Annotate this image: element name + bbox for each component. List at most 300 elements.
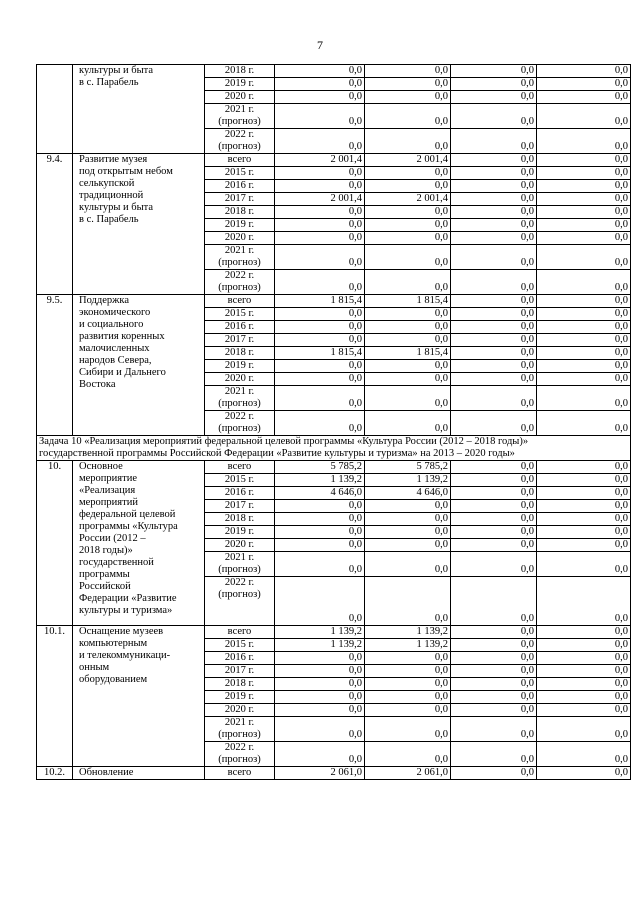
item-name-line: программы (79, 569, 130, 580)
item-number: 10.1. (37, 626, 73, 767)
period-line: 2019 г. (224, 360, 255, 371)
value-cell: 0,0 (275, 742, 365, 767)
value-cell: 0,0 (451, 626, 537, 639)
period-line: 2015 г. (224, 167, 255, 178)
period-cell (205, 65, 275, 78)
value-cell: 0,0 (365, 665, 451, 678)
period-cell (205, 500, 275, 513)
value-cell: 0,0 (537, 373, 631, 386)
period-spacer (207, 601, 272, 613)
value-cell: 0,0 (365, 360, 451, 373)
value-cell: 0,0 (451, 206, 537, 219)
item-number: 9.4. (37, 154, 73, 295)
item-name-line: Обновление (79, 767, 134, 778)
period-line: (прогноз) (218, 589, 261, 600)
period-line: (прогноз) (218, 282, 261, 293)
period-cell (205, 373, 275, 386)
period-cell (205, 461, 275, 474)
table-row (37, 154, 631, 167)
item-number (37, 65, 73, 154)
period-cell (205, 386, 275, 411)
item-name-line: государственной (79, 557, 154, 568)
value-cell: 0,0 (537, 652, 631, 665)
item-name-line: Сибири и Дальнего (79, 367, 166, 378)
item-name-line: под открытым небом (79, 166, 173, 177)
value-cell: 0,0 (537, 334, 631, 347)
value-cell: 0,0 (451, 552, 537, 577)
value-cell: 0,0 (365, 104, 451, 129)
budget-table (36, 64, 631, 780)
period-line: 2016 г. (224, 487, 255, 498)
value-cell: 0,0 (365, 180, 451, 193)
value-cell: 2 001,4 (365, 193, 451, 206)
value-cell: 5 785,2 (365, 461, 451, 474)
value-cell: 0,0 (537, 691, 631, 704)
value-cell: 0,0 (537, 704, 631, 717)
item-name-line: 2018 годы)» (79, 545, 133, 556)
item-name-line: Востока (79, 379, 116, 390)
item-name-line: федеральной целевой (79, 509, 176, 520)
value-cell: 0,0 (275, 232, 365, 245)
period-line: 2021 г. (224, 552, 255, 563)
item-name-line: Федерации «Развитие (79, 593, 177, 604)
period-line: 2020 г. (224, 539, 255, 550)
period-line: 2022 г. (224, 577, 255, 588)
item-name-line: в с. Парабель (79, 214, 139, 225)
period-cell (205, 193, 275, 206)
item-name-line: мероприятий (79, 497, 138, 508)
value-cell: 0,0 (275, 665, 365, 678)
value-cell: 0,0 (275, 270, 365, 295)
value-cell: 0,0 (451, 360, 537, 373)
value-cell: 0,0 (537, 411, 631, 436)
item-name-line: компьютерным (79, 638, 148, 649)
item-name (73, 154, 205, 295)
value-cell: 0,0 (537, 626, 631, 639)
value-cell: 0,0 (537, 552, 631, 577)
item-name-line: селькупской (79, 178, 135, 189)
period-line: 2022 г. (224, 270, 255, 281)
value-cell: 1 815,4 (275, 295, 365, 308)
table-row (37, 65, 631, 78)
period-line: 2015 г. (224, 308, 255, 319)
value-cell: 0,0 (451, 321, 537, 334)
value-cell: 1 139,2 (365, 626, 451, 639)
value-cell: 0,0 (365, 65, 451, 78)
value-cell: 0,0 (275, 500, 365, 513)
table-row (37, 461, 631, 474)
value-cell: 0,0 (365, 704, 451, 717)
value-cell: 0,0 (537, 386, 631, 411)
value-cell: 0,0 (275, 373, 365, 386)
value-cell: 0,0 (451, 91, 537, 104)
value-cell: 0,0 (451, 539, 537, 552)
task-row (37, 436, 631, 461)
period-line: 2016 г. (224, 180, 255, 191)
value-cell: 0,0 (451, 232, 537, 245)
value-cell: 0,0 (275, 245, 365, 270)
item-name-line: народов Севера, (79, 355, 152, 366)
value-cell: 0,0 (537, 167, 631, 180)
period-line: 2021 г. (224, 386, 255, 397)
period-cell (205, 154, 275, 167)
value-cell: 0,0 (451, 704, 537, 717)
period-cell (205, 742, 275, 767)
value-cell: 1 815,4 (365, 347, 451, 360)
item-name-line: экономического (79, 307, 151, 318)
value-cell: 0,0 (451, 347, 537, 360)
value-cell: 0,0 (365, 373, 451, 386)
value-cell: 0,0 (537, 308, 631, 321)
period-line: всего (227, 154, 252, 165)
period-cell (205, 577, 275, 626)
item-name-line: традиционной (79, 190, 144, 201)
period-cell (205, 639, 275, 652)
value-cell: 0,0 (275, 334, 365, 347)
value-cell: 0,0 (451, 334, 537, 347)
value-cell: 0,0 (537, 321, 631, 334)
value-cell: 0,0 (451, 104, 537, 129)
value-cell: 2 061,0 (275, 767, 365, 780)
value-cell: 0,0 (537, 474, 631, 487)
value-cell: 0,0 (275, 308, 365, 321)
table-row (37, 626, 631, 639)
value-cell: 0,0 (275, 78, 365, 91)
period-line: (прогноз) (218, 141, 261, 152)
value-cell: 0,0 (451, 487, 537, 500)
table-row (37, 295, 631, 308)
value-cell: 0,0 (365, 321, 451, 334)
item-name-line: программы «Культура (79, 521, 178, 532)
period-line: 2020 г. (224, 232, 255, 243)
value-cell: 0,0 (451, 461, 537, 474)
item-number: 9.5. (37, 295, 73, 436)
item-name-line: культуры и туризма» (79, 605, 173, 616)
value-cell: 0,0 (451, 308, 537, 321)
item-name (73, 65, 205, 154)
item-name-line: Оснащение музеев (79, 626, 164, 637)
period-cell (205, 360, 275, 373)
item-name-line: Основное (79, 461, 123, 472)
period-line: 2022 г. (224, 742, 255, 753)
value-cell: 0,0 (275, 691, 365, 704)
value-cell: 0,0 (451, 295, 537, 308)
item-name-line: и телекоммуникаци- (79, 650, 171, 661)
value-cell: 0,0 (451, 717, 537, 742)
value-cell: 0,0 (451, 386, 537, 411)
value-cell: 0,0 (537, 270, 631, 295)
value-cell: 0,0 (537, 91, 631, 104)
value-cell: 0,0 (451, 526, 537, 539)
period-line: 2017 г. (224, 500, 255, 511)
value-cell: 0,0 (275, 219, 365, 232)
value-cell: 0,0 (451, 373, 537, 386)
value-cell: 0,0 (365, 678, 451, 691)
period-line: всего (227, 295, 252, 306)
value-cell: 1 139,2 (275, 474, 365, 487)
value-cell: 0,0 (365, 742, 451, 767)
table-row (37, 767, 631, 780)
value-cell: 2 001,4 (275, 154, 365, 167)
value-cell: 2 061,0 (365, 767, 451, 780)
value-cell: 0,0 (451, 65, 537, 78)
period-line: 2019 г. (224, 526, 255, 537)
period-cell (205, 180, 275, 193)
value-cell: 0,0 (537, 180, 631, 193)
period-line: 2015 г. (224, 474, 255, 485)
value-cell: 0,0 (537, 360, 631, 373)
value-cell: 0,0 (537, 219, 631, 232)
value-cell: 0,0 (365, 691, 451, 704)
value-cell: 0,0 (451, 500, 537, 513)
period-cell (205, 129, 275, 154)
value-cell: 0,0 (537, 742, 631, 767)
value-cell: 0,0 (275, 411, 365, 436)
period-line: 2018 г. (224, 65, 255, 76)
value-cell: 0,0 (451, 652, 537, 665)
value-cell: 0,0 (275, 678, 365, 691)
value-cell: 0,0 (275, 104, 365, 129)
value-cell: 0,0 (537, 639, 631, 652)
period-line: 2022 г. (224, 411, 255, 422)
item-name (73, 461, 205, 626)
value-cell: 0,0 (537, 577, 631, 626)
period-cell (205, 626, 275, 639)
period-line: 2020 г. (224, 91, 255, 102)
period-line: 2019 г. (224, 78, 255, 89)
value-cell: 0,0 (451, 270, 537, 295)
period-line: 2019 г. (224, 691, 255, 702)
value-cell: 0,0 (365, 577, 451, 626)
value-cell: 0,0 (537, 513, 631, 526)
value-cell: 0,0 (451, 678, 537, 691)
value-cell: 0,0 (365, 78, 451, 91)
value-cell: 0,0 (451, 129, 537, 154)
value-cell: 0,0 (451, 767, 537, 780)
value-cell: 0,0 (275, 129, 365, 154)
value-cell: 0,0 (275, 552, 365, 577)
value-cell: 0,0 (451, 639, 537, 652)
task-title (37, 436, 631, 461)
value-cell: 0,0 (275, 206, 365, 219)
value-cell: 0,0 (275, 167, 365, 180)
value-cell: 0,0 (537, 104, 631, 129)
period-line: 2017 г. (224, 334, 255, 345)
item-name-line: России (2012 – (79, 533, 146, 544)
period-line: 2017 г. (224, 665, 255, 676)
item-name-line: оборудованием (79, 674, 148, 685)
value-cell: 0,0 (537, 767, 631, 780)
value-cell: 0,0 (365, 91, 451, 104)
item-name-line: Развитие музея (79, 154, 148, 165)
value-cell: 0,0 (275, 577, 365, 626)
value-cell: 0,0 (537, 665, 631, 678)
value-cell: 0,0 (365, 334, 451, 347)
value-cell: 0,0 (537, 539, 631, 552)
value-cell: 0,0 (365, 232, 451, 245)
value-cell: 0,0 (537, 245, 631, 270)
value-cell: 0,0 (275, 386, 365, 411)
value-cell: 0,0 (451, 691, 537, 704)
value-cell: 0,0 (451, 219, 537, 232)
value-cell: 0,0 (275, 539, 365, 552)
item-name-line: малочисленных (79, 343, 150, 354)
value-cell: 0,0 (537, 232, 631, 245)
value-cell: 0,0 (451, 245, 537, 270)
period-cell (205, 104, 275, 129)
value-cell: 1 139,2 (365, 474, 451, 487)
period-cell (205, 270, 275, 295)
value-cell: 0,0 (365, 245, 451, 270)
item-name-line: культуры и быта (79, 202, 154, 213)
period-line: всего (227, 461, 252, 472)
value-cell: 2 001,4 (365, 154, 451, 167)
item-number: 10. (37, 461, 73, 626)
item-name-line: «Реализация (79, 485, 136, 496)
period-line: 2021 г. (224, 104, 255, 115)
value-cell: 1 815,4 (365, 295, 451, 308)
period-line: 2018 г. (224, 206, 255, 217)
value-cell: 0,0 (537, 65, 631, 78)
item-name-line: в с. Парабель (79, 77, 139, 88)
value-cell: 0,0 (365, 539, 451, 552)
period-line: 2020 г. (224, 373, 255, 384)
value-cell: 0,0 (537, 461, 631, 474)
value-cell: 0,0 (365, 717, 451, 742)
period-cell (205, 219, 275, 232)
period-line: (прогноз) (218, 754, 261, 765)
value-cell: 0,0 (451, 474, 537, 487)
value-cell: 0,0 (451, 78, 537, 91)
period-cell (205, 552, 275, 577)
period-line: 2018 г. (224, 513, 255, 524)
period-cell (205, 652, 275, 665)
period-cell (205, 665, 275, 678)
item-name-line: развития коренных (79, 331, 165, 342)
period-cell (205, 308, 275, 321)
value-cell: 0,0 (537, 347, 631, 360)
value-cell: 0,0 (451, 167, 537, 180)
item-number: 10.2. (37, 767, 73, 780)
value-cell: 0,0 (537, 129, 631, 154)
item-name-line: онным (79, 662, 110, 673)
period-cell (205, 347, 275, 360)
period-line: 2019 г. (224, 219, 255, 230)
value-cell: 0,0 (451, 411, 537, 436)
value-cell: 1 139,2 (365, 639, 451, 652)
period-line: (прогноз) (218, 423, 261, 434)
value-cell: 0,0 (275, 321, 365, 334)
period-spacer (207, 613, 272, 625)
period-line: 2021 г. (224, 245, 255, 256)
period-line: 2016 г. (224, 321, 255, 332)
period-line: (прогноз) (218, 398, 261, 409)
period-cell (205, 411, 275, 436)
value-cell: 0,0 (275, 526, 365, 539)
period-cell (205, 321, 275, 334)
period-cell (205, 678, 275, 691)
value-cell: 0,0 (365, 270, 451, 295)
task-title-line: государственной программы Российской Федерации «Развитие культуры и туризма» на 2013 – 2020 годы» (39, 448, 515, 459)
period-cell (205, 717, 275, 742)
item-name-line: и социального (79, 319, 144, 330)
value-cell: 5 785,2 (275, 461, 365, 474)
value-cell: 0,0 (275, 513, 365, 526)
period-cell (205, 334, 275, 347)
value-cell: 0,0 (537, 678, 631, 691)
value-cell: 0,0 (365, 308, 451, 321)
item-name (73, 626, 205, 767)
period-cell (205, 487, 275, 500)
value-cell: 0,0 (365, 513, 451, 526)
value-cell: 0,0 (451, 742, 537, 767)
value-cell: 4 646,0 (365, 487, 451, 500)
period-cell (205, 539, 275, 552)
period-cell (205, 767, 275, 780)
value-cell: 0,0 (365, 652, 451, 665)
value-cell: 0,0 (537, 193, 631, 206)
value-cell: 0,0 (537, 78, 631, 91)
period-line: (прогноз) (218, 116, 261, 127)
value-cell: 0,0 (451, 193, 537, 206)
value-cell: 2 001,4 (275, 193, 365, 206)
period-line: 2018 г. (224, 678, 255, 689)
value-cell: 0,0 (275, 360, 365, 373)
period-cell (205, 232, 275, 245)
period-line: 2021 г. (224, 717, 255, 728)
value-cell: 0,0 (275, 65, 365, 78)
period-cell (205, 245, 275, 270)
value-cell: 0,0 (275, 717, 365, 742)
item-name (73, 295, 205, 436)
period-cell (205, 513, 275, 526)
period-cell (205, 526, 275, 539)
value-cell: 0,0 (365, 500, 451, 513)
value-cell: 0,0 (451, 665, 537, 678)
period-line: 2015 г. (224, 639, 255, 650)
value-cell: 0,0 (365, 129, 451, 154)
value-cell: 0,0 (275, 652, 365, 665)
period-cell (205, 691, 275, 704)
value-cell: 0,0 (537, 526, 631, 539)
period-cell (205, 295, 275, 308)
value-cell: 0,0 (537, 295, 631, 308)
period-line: 2016 г. (224, 652, 255, 663)
value-cell: 0,0 (365, 526, 451, 539)
period-line: (прогноз) (218, 564, 261, 575)
item-name (73, 767, 205, 780)
period-cell (205, 91, 275, 104)
period-line: 2020 г. (224, 704, 255, 715)
value-cell: 0,0 (275, 91, 365, 104)
period-cell (205, 78, 275, 91)
value-cell: 0,0 (537, 717, 631, 742)
value-cell: 4 646,0 (275, 487, 365, 500)
value-cell: 0,0 (275, 704, 365, 717)
value-cell: 0,0 (365, 552, 451, 577)
page-number: 7 (317, 38, 323, 52)
period-cell (205, 167, 275, 180)
item-name-line: Поддержка (79, 295, 129, 306)
task-title-line: Задача 10 «Реализация мероприятий федеральной целевой программы «Культура России (2012 – 2018 годы)» (39, 436, 529, 447)
period-line: 2018 г. (224, 347, 255, 358)
period-cell (205, 474, 275, 487)
value-cell: 0,0 (537, 500, 631, 513)
value-cell: 0,0 (365, 167, 451, 180)
value-cell: 1 815,4 (275, 347, 365, 360)
value-cell: 0,0 (365, 219, 451, 232)
value-cell: 0,0 (537, 487, 631, 500)
